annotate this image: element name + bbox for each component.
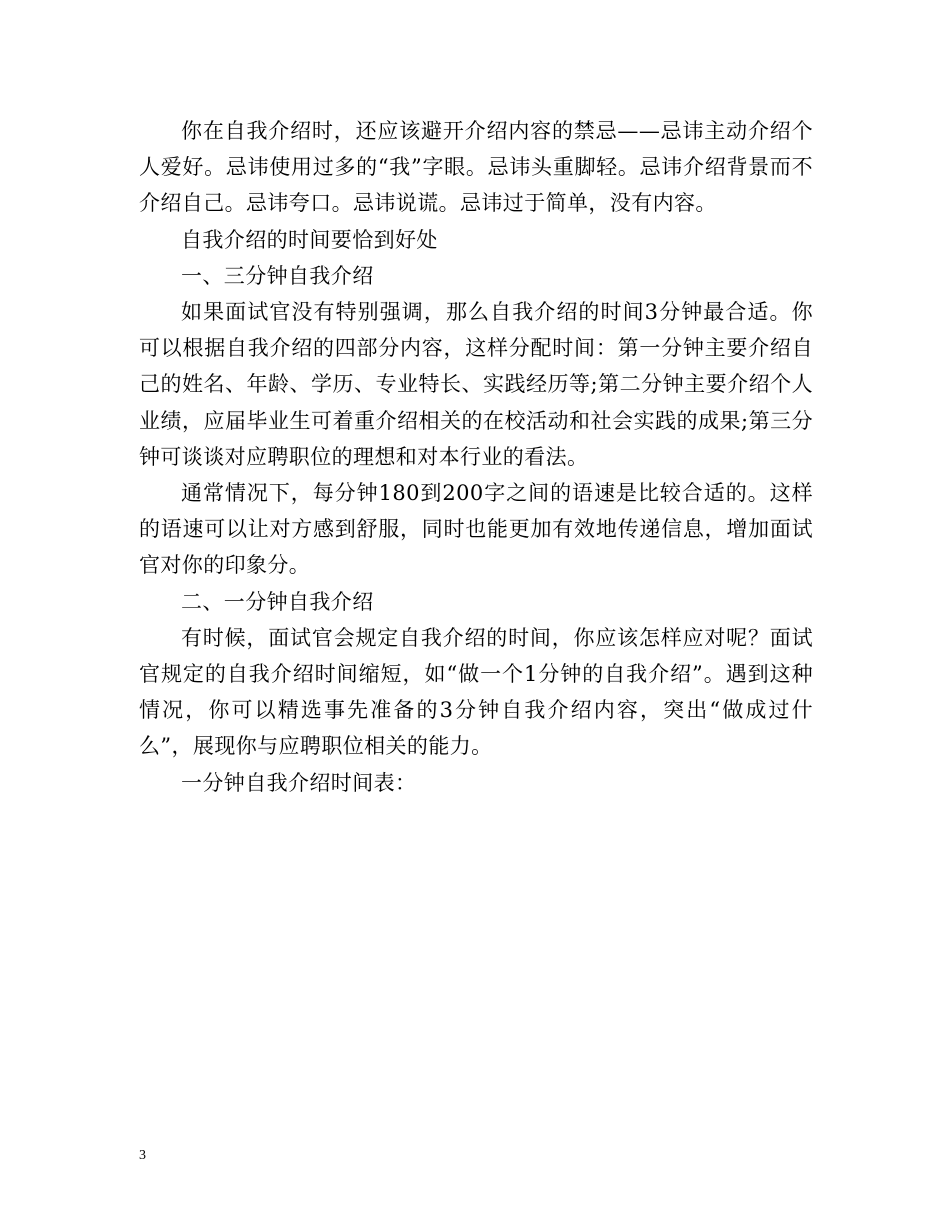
page-number: 3 bbox=[139, 1148, 146, 1163]
paragraph-timetable-intro: 一分钟自我介绍时间表： bbox=[181, 770, 417, 795]
paragraph-taboos: 你在自我介绍时，还应该避开介绍内容的禁忌——忌讳主动介绍个人爱好。忌讳使用过多的“我”字眼。忌讳头重脚轻。忌讳介绍背景而不介绍自己。忌讳夸口。忌讳说谎。忌讳过于简单，没有内容。 bbox=[139, 119, 813, 216]
section-heading-one-minute: 二、一分钟自我介绍 bbox=[181, 589, 374, 614]
document-body bbox=[139, 113, 813, 801]
paragraph-timing-heading: 自我介绍的时间要恰到好处 bbox=[181, 227, 438, 252]
paragraph-three-minute-plan: 如果面试官没有特别强调，那么自我介绍的时间3分钟最合适。你可以根据自我介绍的四部分内容，这样分配时间：第一分钟主要介绍自己的姓名、年龄、学历、专业特长、实践经历等;第二分钟主要介绍个人业绩，应届毕业生可着重介绍相关的在校活动和社会实践的成果;第三分钟可谈谈对应聘职位的理想和对本行业的看法。 bbox=[139, 300, 813, 469]
paragraph-one-minute-plan: 有时候，面试官会规定自我介绍的时间，你应该怎样应对呢？面试官规定的自我介绍时间缩短，如“做一个1分钟的自我介绍”。遇到这种情况，你可以精选事先准备的3分钟自我介绍内容，突出“做成过什么”，展现你与应聘职位相关的能力。 bbox=[139, 625, 813, 759]
section-heading-three-minute: 一、三分钟自我介绍 bbox=[181, 263, 374, 288]
paragraph-speech-rate: 通常情况下，每分钟180到200字之间的语速是比较合适的。这样的语速可以让对方感到舒服，同时也能更加有效地传递信息，增加面试官对你的印象分。 bbox=[139, 481, 813, 578]
